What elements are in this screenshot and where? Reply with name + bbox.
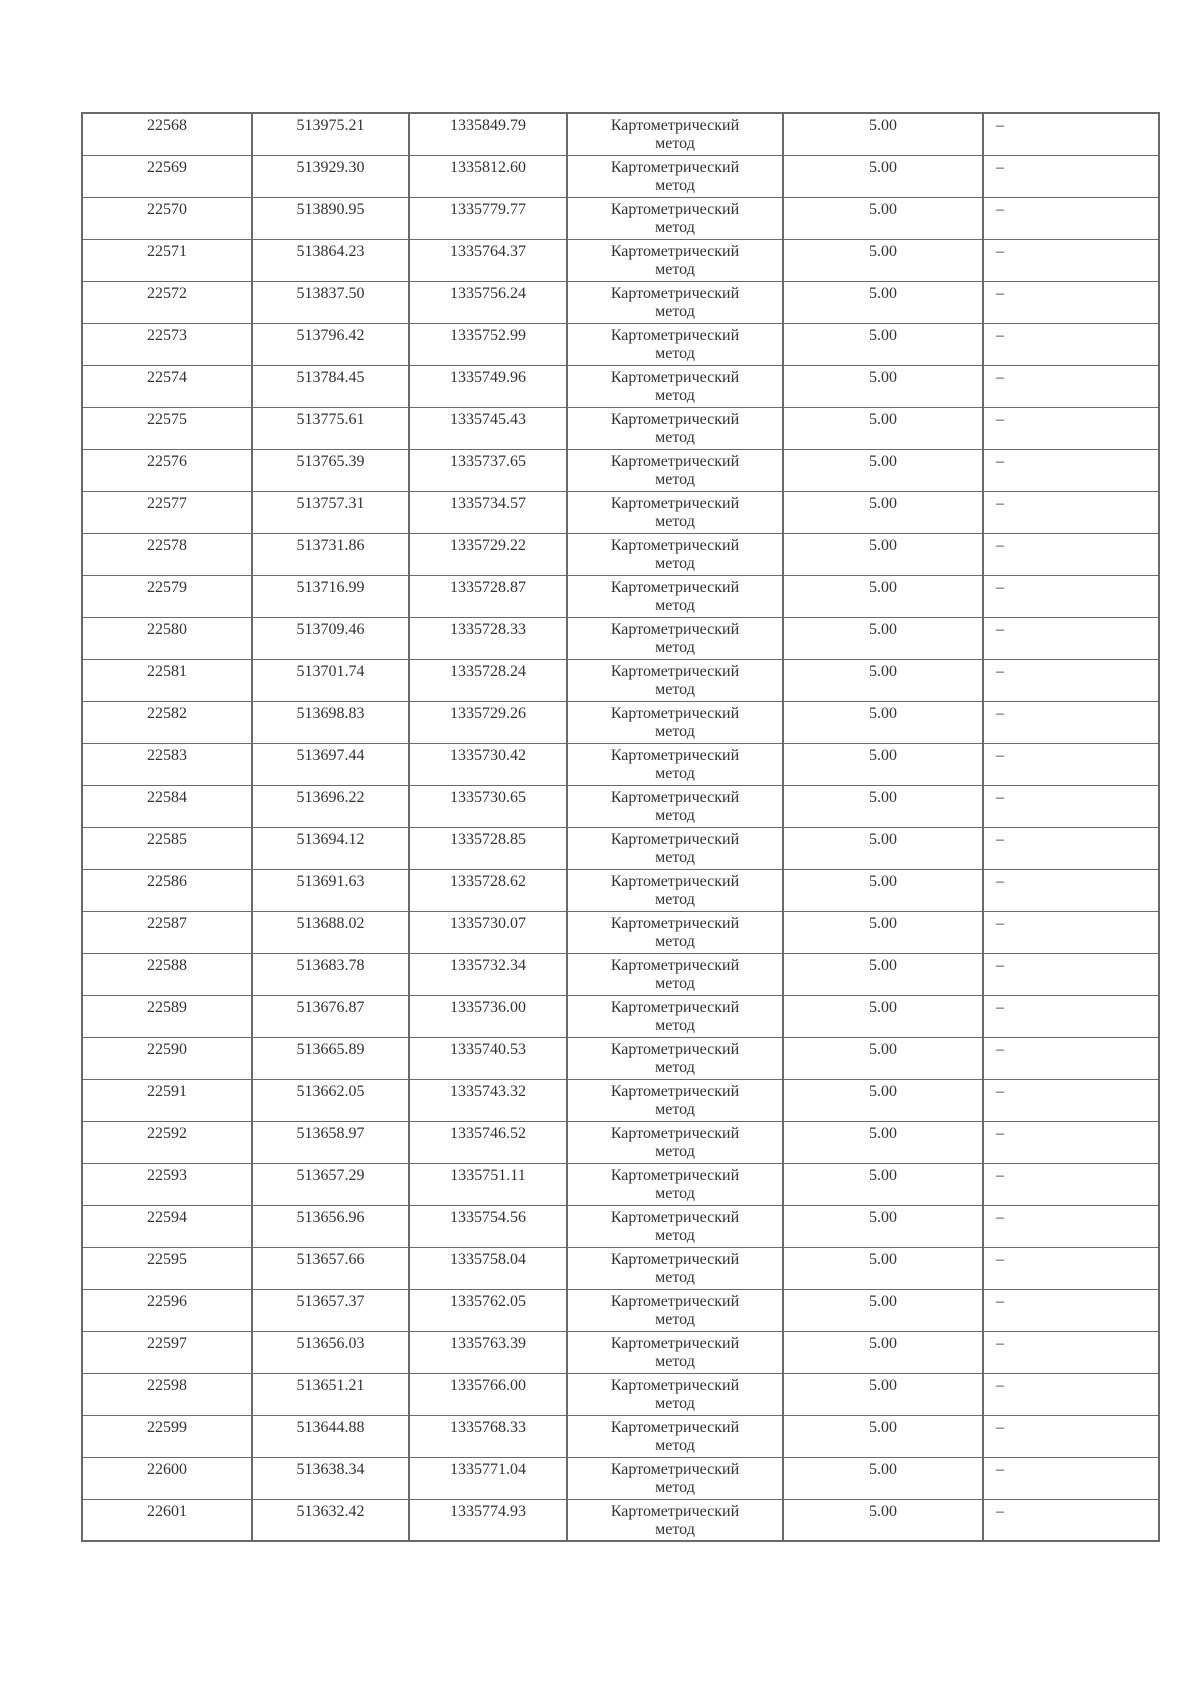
- description-cell: –: [983, 365, 1159, 407]
- table-row: [82, 1499, 1159, 1541]
- description-cell: –: [983, 1247, 1159, 1289]
- accuracy-cell: 5.00: [783, 1079, 983, 1121]
- x-coordinate-cell: 513864.23: [252, 239, 409, 281]
- x-coordinate-cell: 513658.97: [252, 1121, 409, 1163]
- description-cell: –: [983, 1373, 1159, 1415]
- description-cell: –: [983, 407, 1159, 449]
- description-cell: –: [983, 1289, 1159, 1331]
- table-row: [82, 281, 1159, 323]
- description-cell: –: [983, 659, 1159, 701]
- method-cell: [567, 1457, 783, 1499]
- accuracy-cell: 5.00: [783, 995, 983, 1037]
- accuracy-cell: 5.00: [783, 743, 983, 785]
- method-text: Картометрический метод: [610, 1334, 740, 1370]
- x-coordinate-cell: 513688.02: [252, 911, 409, 953]
- x-coordinate-cell: 513975.21: [252, 113, 409, 155]
- y-coordinate-cell: 1335768.33: [409, 1415, 567, 1457]
- method-cell: [567, 1247, 783, 1289]
- x-coordinate-cell: 513784.45: [252, 365, 409, 407]
- point-number-cell: 22577: [82, 491, 252, 533]
- method-text: Картометрический метод: [610, 578, 740, 614]
- x-coordinate-cell: 513657.37: [252, 1289, 409, 1331]
- x-coordinate-cell: 513716.99: [252, 575, 409, 617]
- table-row: [82, 449, 1159, 491]
- method-cell: [567, 407, 783, 449]
- method-text: Картометрический метод: [610, 872, 740, 908]
- y-coordinate-cell: 1335728.24: [409, 659, 567, 701]
- x-coordinate-cell: 513656.96: [252, 1205, 409, 1247]
- accuracy-cell: 5.00: [783, 1205, 983, 1247]
- point-number-cell: 22570: [82, 197, 252, 239]
- accuracy-cell: 5.00: [783, 281, 983, 323]
- x-coordinate-cell: 513697.44: [252, 743, 409, 785]
- x-coordinate-cell: 513929.30: [252, 155, 409, 197]
- method-text: Картометрический метод: [610, 788, 740, 824]
- y-coordinate-cell: 1335730.65: [409, 785, 567, 827]
- description-cell: –: [983, 869, 1159, 911]
- y-coordinate-cell: 1335740.53: [409, 1037, 567, 1079]
- method-cell: [567, 953, 783, 995]
- y-coordinate-cell: 1335751.11: [409, 1163, 567, 1205]
- y-coordinate-cell: 1335743.32: [409, 1079, 567, 1121]
- accuracy-cell: 5.00: [783, 491, 983, 533]
- method-text: Картометрический метод: [610, 1082, 740, 1118]
- point-number-cell: 22576: [82, 449, 252, 491]
- point-number-cell: 22600: [82, 1457, 252, 1499]
- point-number-cell: 22601: [82, 1499, 252, 1541]
- description-cell: –: [983, 743, 1159, 785]
- point-number-cell: 22581: [82, 659, 252, 701]
- table-row: [82, 575, 1159, 617]
- description-cell: –: [983, 1037, 1159, 1079]
- description-cell: –: [983, 827, 1159, 869]
- y-coordinate-cell: 1335758.04: [409, 1247, 567, 1289]
- accuracy-cell: 5.00: [783, 239, 983, 281]
- point-number-cell: 22579: [82, 575, 252, 617]
- point-number-cell: 22588: [82, 953, 252, 995]
- table-row: [82, 491, 1159, 533]
- method-text: Картометрический метод: [610, 998, 740, 1034]
- point-number-cell: 22573: [82, 323, 252, 365]
- method-cell: [567, 449, 783, 491]
- method-cell: [567, 1121, 783, 1163]
- method-text: Картометрический метод: [610, 704, 740, 740]
- description-cell: –: [983, 491, 1159, 533]
- point-number-cell: 22584: [82, 785, 252, 827]
- point-number-cell: 22598: [82, 1373, 252, 1415]
- description-cell: –: [983, 1205, 1159, 1247]
- description-cell: –: [983, 113, 1159, 155]
- y-coordinate-cell: 1335745.43: [409, 407, 567, 449]
- description-cell: –: [983, 575, 1159, 617]
- y-coordinate-cell: 1335749.96: [409, 365, 567, 407]
- point-number-cell: 22592: [82, 1121, 252, 1163]
- y-coordinate-cell: 1335763.39: [409, 1331, 567, 1373]
- description-cell: –: [983, 1415, 1159, 1457]
- method-text: Картометрический метод: [610, 1166, 740, 1202]
- point-number-cell: 22574: [82, 365, 252, 407]
- table-row: [82, 365, 1159, 407]
- accuracy-cell: 5.00: [783, 1499, 983, 1541]
- point-number-cell: 22572: [82, 281, 252, 323]
- method-text: Картометрический метод: [610, 284, 740, 320]
- x-coordinate-cell: 513638.34: [252, 1457, 409, 1499]
- method-cell: [567, 617, 783, 659]
- table-row: [82, 1121, 1159, 1163]
- y-coordinate-cell: 1335752.99: [409, 323, 567, 365]
- accuracy-cell: 5.00: [783, 197, 983, 239]
- description-cell: –: [983, 911, 1159, 953]
- description-cell: –: [983, 785, 1159, 827]
- method-text: Картометрический метод: [610, 746, 740, 782]
- method-text: Картометрический метод: [610, 1292, 740, 1328]
- y-coordinate-cell: 1335812.60: [409, 155, 567, 197]
- x-coordinate-cell: 513632.42: [252, 1499, 409, 1541]
- point-number-cell: 22585: [82, 827, 252, 869]
- accuracy-cell: 5.00: [783, 953, 983, 995]
- method-cell: [567, 113, 783, 155]
- x-coordinate-cell: 513656.03: [252, 1331, 409, 1373]
- point-number-cell: 22568: [82, 113, 252, 155]
- accuracy-cell: 5.00: [783, 407, 983, 449]
- point-number-cell: 22575: [82, 407, 252, 449]
- accuracy-cell: 5.00: [783, 1289, 983, 1331]
- method-cell: [567, 911, 783, 953]
- table-row: [82, 113, 1159, 155]
- description-cell: –: [983, 533, 1159, 575]
- table-row: [82, 953, 1159, 995]
- method-cell: [567, 995, 783, 1037]
- method-cell: [567, 281, 783, 323]
- description-cell: –: [983, 1121, 1159, 1163]
- method-cell: [567, 743, 783, 785]
- point-number-cell: 22582: [82, 701, 252, 743]
- point-number-cell: 22578: [82, 533, 252, 575]
- point-number-cell: 22595: [82, 1247, 252, 1289]
- x-coordinate-cell: 513709.46: [252, 617, 409, 659]
- accuracy-cell: 5.00: [783, 1331, 983, 1373]
- accuracy-cell: 5.00: [783, 911, 983, 953]
- description-cell: –: [983, 1457, 1159, 1499]
- method-text: Картометрический метод: [610, 956, 740, 992]
- point-number-cell: 22589: [82, 995, 252, 1037]
- table-row: [82, 995, 1159, 1037]
- method-cell: [567, 1289, 783, 1331]
- table-row: [82, 659, 1159, 701]
- method-cell: [567, 155, 783, 197]
- x-coordinate-cell: 513662.05: [252, 1079, 409, 1121]
- method-text: Картометрический метод: [610, 368, 740, 404]
- description-cell: –: [983, 701, 1159, 743]
- table-row: [82, 155, 1159, 197]
- table-row: [82, 533, 1159, 575]
- table-row: [82, 1415, 1159, 1457]
- table-row: [82, 1457, 1159, 1499]
- x-coordinate-cell: 513765.39: [252, 449, 409, 491]
- accuracy-cell: 5.00: [783, 1373, 983, 1415]
- x-coordinate-cell: 513731.86: [252, 533, 409, 575]
- x-coordinate-cell: 513676.87: [252, 995, 409, 1037]
- table-row: [82, 1163, 1159, 1205]
- method-text: Картометрический метод: [610, 662, 740, 698]
- table-row: [82, 1037, 1159, 1079]
- accuracy-cell: 5.00: [783, 659, 983, 701]
- coordinates-table-body: [82, 113, 1159, 1541]
- method-text: Картометрический метод: [610, 914, 740, 950]
- table-row: [82, 239, 1159, 281]
- y-coordinate-cell: 1335764.37: [409, 239, 567, 281]
- y-coordinate-cell: 1335756.24: [409, 281, 567, 323]
- description-cell: –: [983, 197, 1159, 239]
- x-coordinate-cell: 513657.29: [252, 1163, 409, 1205]
- y-coordinate-cell: 1335771.04: [409, 1457, 567, 1499]
- point-number-cell: 22591: [82, 1079, 252, 1121]
- point-number-cell: 22590: [82, 1037, 252, 1079]
- table-row: [82, 323, 1159, 365]
- method-text: Картометрический метод: [610, 1250, 740, 1286]
- point-number-cell: 22597: [82, 1331, 252, 1373]
- accuracy-cell: 5.00: [783, 575, 983, 617]
- y-coordinate-cell: 1335746.52: [409, 1121, 567, 1163]
- description-cell: –: [983, 155, 1159, 197]
- table-row: [82, 407, 1159, 449]
- accuracy-cell: 5.00: [783, 701, 983, 743]
- method-cell: [567, 1331, 783, 1373]
- method-text: Картометрический метод: [610, 1460, 740, 1496]
- accuracy-cell: 5.00: [783, 827, 983, 869]
- description-cell: –: [983, 617, 1159, 659]
- table-row: [82, 701, 1159, 743]
- method-cell: [567, 575, 783, 617]
- point-number-cell: 22599: [82, 1415, 252, 1457]
- point-number-cell: 22593: [82, 1163, 252, 1205]
- accuracy-cell: 5.00: [783, 113, 983, 155]
- method-text: Картометрический метод: [610, 1502, 740, 1538]
- method-text: Картометрический метод: [610, 1208, 740, 1244]
- accuracy-cell: 5.00: [783, 1037, 983, 1079]
- method-text: Картометрический метод: [610, 620, 740, 656]
- method-cell: [567, 533, 783, 575]
- table-row: [82, 785, 1159, 827]
- method-cell: [567, 239, 783, 281]
- table-row: [82, 1373, 1159, 1415]
- table-row: [82, 743, 1159, 785]
- method-cell: [567, 1037, 783, 1079]
- accuracy-cell: 5.00: [783, 1163, 983, 1205]
- x-coordinate-cell: 513696.22: [252, 785, 409, 827]
- table-row: [82, 1331, 1159, 1373]
- point-number-cell: 22587: [82, 911, 252, 953]
- table-row: [82, 1289, 1159, 1331]
- description-cell: –: [983, 281, 1159, 323]
- y-coordinate-cell: 1335754.56: [409, 1205, 567, 1247]
- y-coordinate-cell: 1335728.85: [409, 827, 567, 869]
- x-coordinate-cell: 513657.66: [252, 1247, 409, 1289]
- description-cell: –: [983, 239, 1159, 281]
- table-row: [82, 911, 1159, 953]
- accuracy-cell: 5.00: [783, 617, 983, 659]
- accuracy-cell: 5.00: [783, 449, 983, 491]
- method-text: Картометрический метод: [610, 326, 740, 362]
- method-cell: [567, 827, 783, 869]
- method-text: Картометрический метод: [610, 830, 740, 866]
- y-coordinate-cell: 1335774.93: [409, 1499, 567, 1541]
- method-cell: [567, 1079, 783, 1121]
- method-text: Картометрический метод: [610, 452, 740, 488]
- y-coordinate-cell: 1335779.77: [409, 197, 567, 239]
- method-text: Картометрический метод: [610, 1376, 740, 1412]
- y-coordinate-cell: 1335766.00: [409, 1373, 567, 1415]
- description-cell: –: [983, 1499, 1159, 1541]
- method-cell: [567, 1163, 783, 1205]
- method-cell: [567, 785, 783, 827]
- table-row: [82, 827, 1159, 869]
- accuracy-cell: 5.00: [783, 785, 983, 827]
- x-coordinate-cell: 513698.83: [252, 701, 409, 743]
- x-coordinate-cell: 513775.61: [252, 407, 409, 449]
- description-cell: –: [983, 953, 1159, 995]
- y-coordinate-cell: 1335728.33: [409, 617, 567, 659]
- x-coordinate-cell: 513691.63: [252, 869, 409, 911]
- method-text: Картометрический метод: [610, 1124, 740, 1160]
- accuracy-cell: 5.00: [783, 1457, 983, 1499]
- y-coordinate-cell: 1335729.26: [409, 701, 567, 743]
- accuracy-cell: 5.00: [783, 533, 983, 575]
- point-number-cell: 22596: [82, 1289, 252, 1331]
- x-coordinate-cell: 513757.31: [252, 491, 409, 533]
- method-text: Картометрический метод: [610, 117, 740, 152]
- table-row: [82, 869, 1159, 911]
- accuracy-cell: 5.00: [783, 365, 983, 407]
- method-text: Картометрический метод: [610, 158, 740, 194]
- method-cell: [567, 323, 783, 365]
- method-cell: [567, 1499, 783, 1541]
- method-cell: [567, 659, 783, 701]
- accuracy-cell: 5.00: [783, 1415, 983, 1457]
- method-cell: [567, 1205, 783, 1247]
- table-row: [82, 1205, 1159, 1247]
- table-row: [82, 1247, 1159, 1289]
- method-cell: [567, 701, 783, 743]
- description-cell: –: [983, 449, 1159, 491]
- y-coordinate-cell: 1335730.07: [409, 911, 567, 953]
- x-coordinate-cell: 513796.42: [252, 323, 409, 365]
- y-coordinate-cell: 1335734.57: [409, 491, 567, 533]
- point-number-cell: 22594: [82, 1205, 252, 1247]
- coordinates-table: [81, 112, 1160, 1542]
- method-text: Картометрический метод: [610, 1418, 740, 1454]
- x-coordinate-cell: 513665.89: [252, 1037, 409, 1079]
- x-coordinate-cell: 513837.50: [252, 281, 409, 323]
- method-text: Картометрический метод: [610, 410, 740, 446]
- point-number-cell: 22571: [82, 239, 252, 281]
- y-coordinate-cell: 1335728.62: [409, 869, 567, 911]
- accuracy-cell: 5.00: [783, 1247, 983, 1289]
- y-coordinate-cell: 1335736.00: [409, 995, 567, 1037]
- point-number-cell: 22569: [82, 155, 252, 197]
- x-coordinate-cell: 513644.88: [252, 1415, 409, 1457]
- point-number-cell: 22583: [82, 743, 252, 785]
- accuracy-cell: 5.00: [783, 1121, 983, 1163]
- x-coordinate-cell: 513683.78: [252, 953, 409, 995]
- table-row: [82, 617, 1159, 659]
- method-cell: [567, 1373, 783, 1415]
- accuracy-cell: 5.00: [783, 155, 983, 197]
- method-cell: [567, 197, 783, 239]
- point-number-cell: 22580: [82, 617, 252, 659]
- method-cell: [567, 365, 783, 407]
- x-coordinate-cell: 513651.21: [252, 1373, 409, 1415]
- description-cell: –: [983, 1163, 1159, 1205]
- point-number-cell: 22586: [82, 869, 252, 911]
- description-cell: –: [983, 1079, 1159, 1121]
- method-cell: [567, 1415, 783, 1457]
- x-coordinate-cell: 513694.12: [252, 827, 409, 869]
- x-coordinate-cell: 513701.74: [252, 659, 409, 701]
- method-text: Картометрический метод: [610, 200, 740, 236]
- y-coordinate-cell: 1335737.65: [409, 449, 567, 491]
- method-cell: [567, 491, 783, 533]
- y-coordinate-cell: 1335762.05: [409, 1289, 567, 1331]
- table-row: [82, 1079, 1159, 1121]
- method-text: Картометрический метод: [610, 242, 740, 278]
- y-coordinate-cell: 1335849.79: [409, 113, 567, 155]
- y-coordinate-cell: 1335729.22: [409, 533, 567, 575]
- y-coordinate-cell: 1335732.34: [409, 953, 567, 995]
- description-cell: –: [983, 995, 1159, 1037]
- y-coordinate-cell: 1335728.87: [409, 575, 567, 617]
- method-text: Картометрический метод: [610, 536, 740, 572]
- method-cell: [567, 869, 783, 911]
- accuracy-cell: 5.00: [783, 323, 983, 365]
- table-row: [82, 197, 1159, 239]
- x-coordinate-cell: 513890.95: [252, 197, 409, 239]
- y-coordinate-cell: 1335730.42: [409, 743, 567, 785]
- method-text: Картометрический метод: [610, 494, 740, 530]
- method-text: Картометрический метод: [610, 1040, 740, 1076]
- description-cell: –: [983, 1331, 1159, 1373]
- accuracy-cell: 5.00: [783, 869, 983, 911]
- description-cell: –: [983, 323, 1159, 365]
